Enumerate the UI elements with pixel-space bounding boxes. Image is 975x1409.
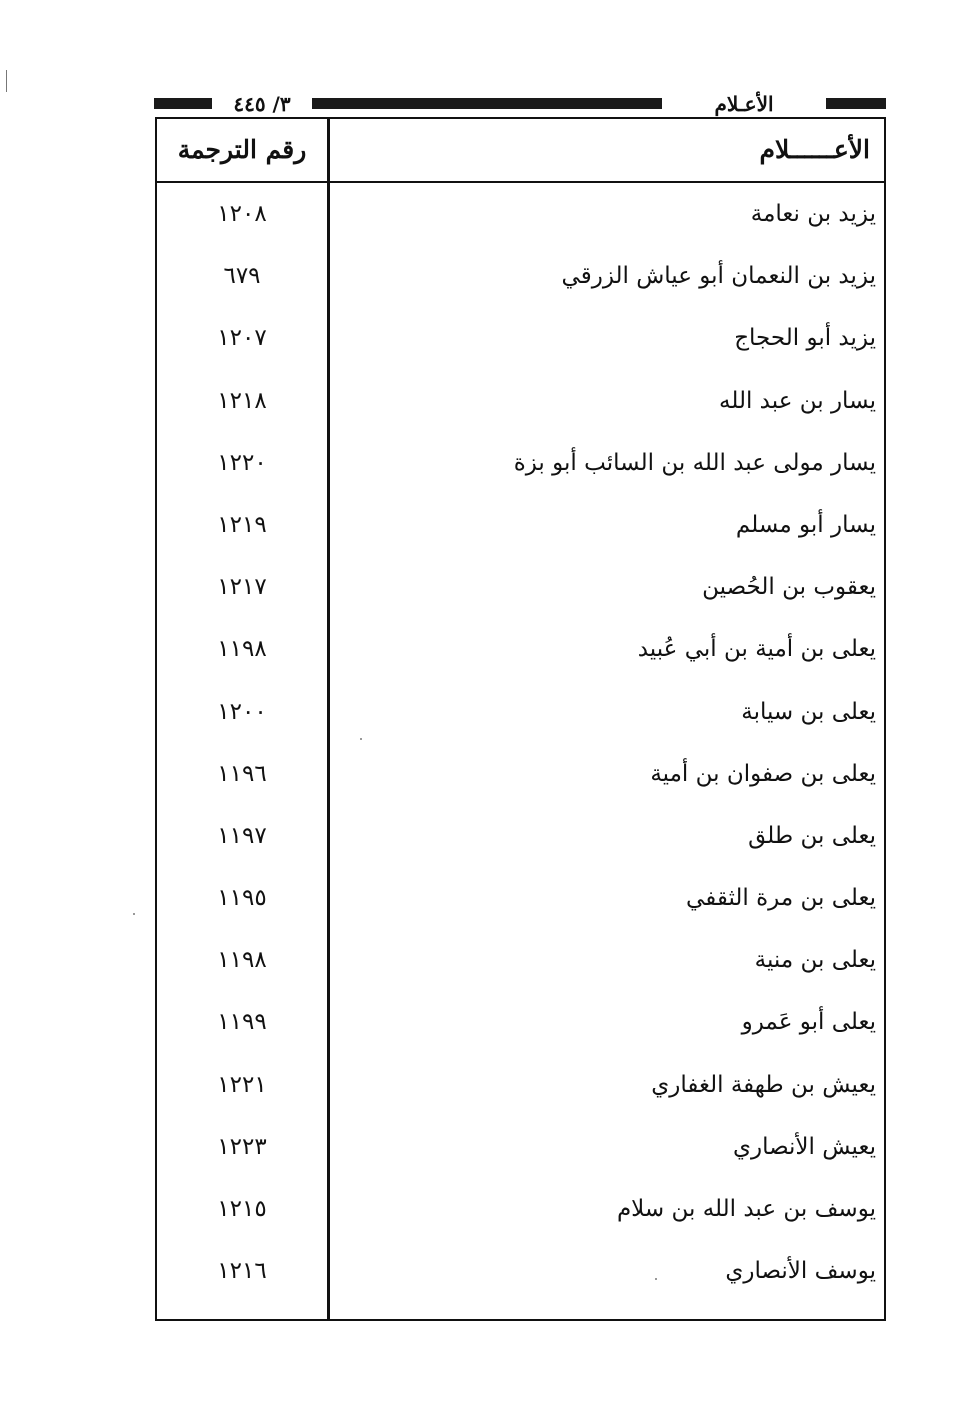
person-name: يزيد بن النعمان أبو عياش الزرقي xyxy=(561,263,876,290)
person-name: يعلى بن طلق xyxy=(748,822,876,849)
entry-number: ١٢٠٠ xyxy=(217,698,267,725)
table-rows xyxy=(157,183,884,1302)
entry-number: ١٢١٩ xyxy=(217,511,267,538)
entry-number: ١١٩٧ xyxy=(217,822,267,849)
table-row xyxy=(157,183,884,245)
running-head: الأعـلام xyxy=(714,92,774,116)
table-row xyxy=(157,307,884,369)
table-row xyxy=(157,805,884,867)
person-name: يعيش الأنصاري xyxy=(732,1133,876,1160)
table-row xyxy=(157,432,884,494)
entry-number: ١١٩٨ xyxy=(217,947,267,974)
person-name: يسار بن عبد الله xyxy=(719,387,876,414)
table-row xyxy=(157,370,884,432)
names-column-header: الأعــــــلام xyxy=(759,135,870,164)
table-row xyxy=(157,1178,884,1240)
table-row xyxy=(157,1240,884,1302)
entry-number: ١٢١٦ xyxy=(217,1258,267,1285)
person-name: يعلى بن سيابة xyxy=(741,698,876,725)
entry-number: ١٢١٧ xyxy=(217,574,267,601)
person-name: يزيد بن نعامة xyxy=(750,201,876,227)
entry-number: ١٢٢١ xyxy=(217,1071,267,1098)
entry-number: ١١٩٥ xyxy=(217,885,267,912)
person-name: يوسف بن عبد الله بن سلام xyxy=(616,1196,876,1222)
entry-number: ١٢١٨ xyxy=(217,387,267,414)
table-row xyxy=(157,494,884,556)
entry-number: ١٢٠٧ xyxy=(217,325,267,352)
page-number: ٣/ ٤٤٥ xyxy=(233,92,291,116)
person-name: يعلى أبو عَمرو xyxy=(741,1009,876,1036)
entry-number: ١١٩٩ xyxy=(217,1009,267,1036)
scan-speck xyxy=(360,738,362,740)
table-row xyxy=(157,1116,884,1178)
person-name: يعلى بن أمية بن أبي عُبيد xyxy=(637,636,876,663)
person-name: يعلى بن منية xyxy=(754,947,876,974)
header-rule-left xyxy=(154,98,212,109)
table-row xyxy=(157,556,884,618)
entry-number: ١٢٢٣ xyxy=(217,1133,267,1160)
table-row xyxy=(157,867,884,929)
entry-number: ١١٩٨ xyxy=(217,636,267,663)
person-name: يعلى بن مرة الثقفي xyxy=(686,885,876,912)
table-row xyxy=(157,991,884,1053)
index-table xyxy=(155,117,886,1321)
person-name: يعلى بن صفوان بن أمية xyxy=(650,760,876,787)
header-rule-right xyxy=(826,98,886,109)
table-row xyxy=(157,929,884,991)
header-rule-middle xyxy=(312,98,662,109)
scan-speck xyxy=(655,1278,657,1280)
entry-number: ١١٩٦ xyxy=(217,760,267,787)
person-name: يعقوب بن الحُصين xyxy=(702,574,876,601)
table-row xyxy=(157,1054,884,1116)
table-row xyxy=(157,618,884,680)
person-name: يوسف الأنصاري xyxy=(725,1258,876,1285)
entry-number: ١٢١٥ xyxy=(217,1196,267,1222)
numbers-column-header: رقم الترجمة xyxy=(177,135,307,164)
page-header xyxy=(0,92,975,116)
scan-speck xyxy=(133,913,135,915)
entry-number: ١٢٢٠ xyxy=(217,449,267,476)
person-name: يعيش بن طهفة الغفاري xyxy=(651,1071,876,1098)
scan-edge-mark xyxy=(6,70,7,92)
person-name: يسار أبو مسلم xyxy=(735,511,876,538)
entry-number: ٦٧٩ xyxy=(223,263,261,290)
table-row xyxy=(157,681,884,743)
entry-number: ١٢٠٨ xyxy=(217,201,267,227)
table-row xyxy=(157,743,884,805)
person-name: يزيد أبو الحجاج xyxy=(734,325,876,352)
table-row xyxy=(157,245,884,307)
table-header-row xyxy=(157,119,884,183)
person-name: يسار مولى عبد الله بن السائب أبو بزة xyxy=(513,449,876,476)
